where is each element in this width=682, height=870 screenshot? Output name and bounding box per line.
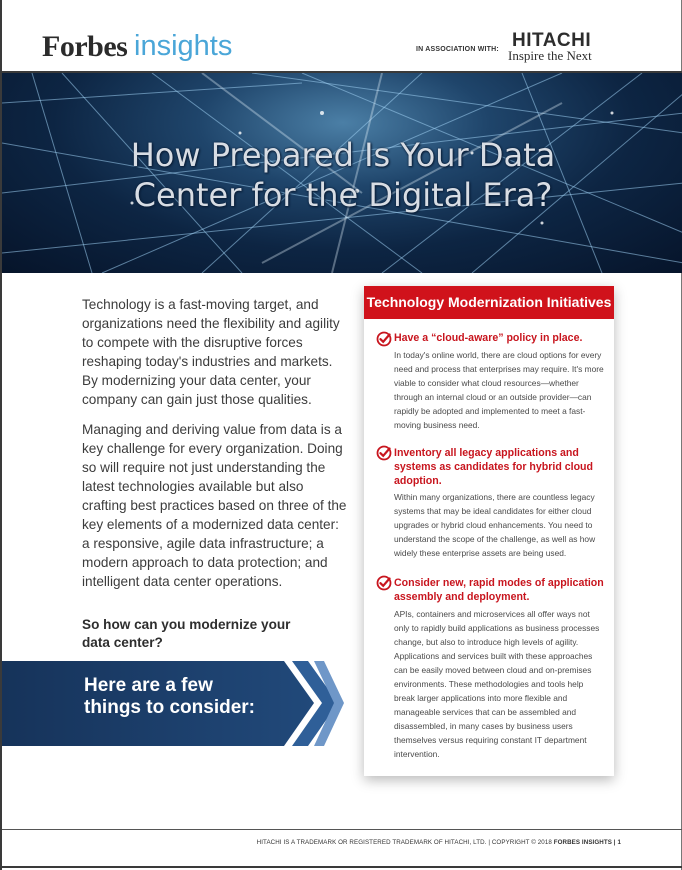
banner-line-2: things to consider: [84,697,255,718]
modernize-question: So how can you modernize your data center? [82,617,291,650]
association-label: IN ASSOCIATION WITH: [416,46,499,53]
insights-logo[interactable]: insights [134,30,233,62]
checkmark-icon [376,331,392,347]
hero-banner [2,73,682,273]
intro-paragraph-2: Managing and deriving value from data is a key challenge for every organization. Doing so will require not just understanding the latest technologies available but also crafting best practices based on three of the key elements of a modernized data center: a responsive, agile data infrastructure; a modern approach to data protection; and intelligent data center operations. [82,422,347,589]
hitachi-logo[interactable]: HITACHI [512,30,592,51]
initiative-body-2: Within many organizations, there are countless legacy systems that may be ideal candidates for either cloud upgrades or hybrid cloud enhancements. You need to understand the scope of the challenge, as well as how widely these enterprise assets are being used. [394,492,596,558]
hero-title-line-1: How Prepared Is Your Data [130,136,556,174]
checkmark-icon [376,575,392,591]
checkmark-icon [376,445,392,461]
footer [257,839,621,846]
hero-title-line-2: Center for the Digital Era? [133,176,553,214]
initiatives-panel [364,286,614,776]
intro-paragraph-1: Technology is a fast-moving target, and organizations need the flexibility and agility to compete with the disruptive forces reshaping today's industries and markets. By modernizing your data center, your company can gain just those qualities. [82,297,340,407]
hitachi-tagline: Inspire the Next [508,48,592,63]
forbes-logo[interactable]: Forbes [42,30,128,63]
bottom-border [2,866,682,868]
hero-title [42,135,644,215]
banner-line-1: Here are a few [84,675,213,696]
consider-banner-text [84,675,304,719]
footer-divider [2,829,682,830]
initiative-body-3: APIs, containers and microservices all offer ways not only to rapidly build applications as business processes change, but also to introduce high levels of agility. Applications and services built with these approaches can be easily moved between cloud and on-premises environments. These methodologies and tools help break larger applications into more flexible and manageable services that can be assembled and disassembled, in many cases by business users themselves versus requiring constant IT department intervention. [394,609,600,759]
initiatives-panel-title: Technology Modernization Initiatives [366,294,612,310]
footer-trademark: HITACHI IS A TRADEMARK OR REGISTERED TRADEMARK OF HITACHI, LTD. | COPYRIGHT © 2018 [256,839,552,846]
consider-banner [2,661,344,746]
initiatives-panel-header [364,286,614,319]
initiative-title-1: Have a “cloud-aware” policy in place. [394,332,583,344]
initiative-title-2: Inventory all legacy applications and systems as candidates for hybrid cloud adoption. [394,447,593,487]
header [2,0,682,72]
initiative-title-3: Consider new, rapid modes of application assembly and deployment. [394,577,604,603]
footer-brand: FORBES INSIGHTS [553,839,612,846]
initiative-body-1: In today's online world, there are cloud options for every need and process that enterprises may require. It's more viable to consider what cloud resources—whether through an internal cloud or an outside provider—can rapidly be adopted and implemented to meet a fast-moving business need. [394,350,604,430]
page-number: | 1 [613,839,621,846]
